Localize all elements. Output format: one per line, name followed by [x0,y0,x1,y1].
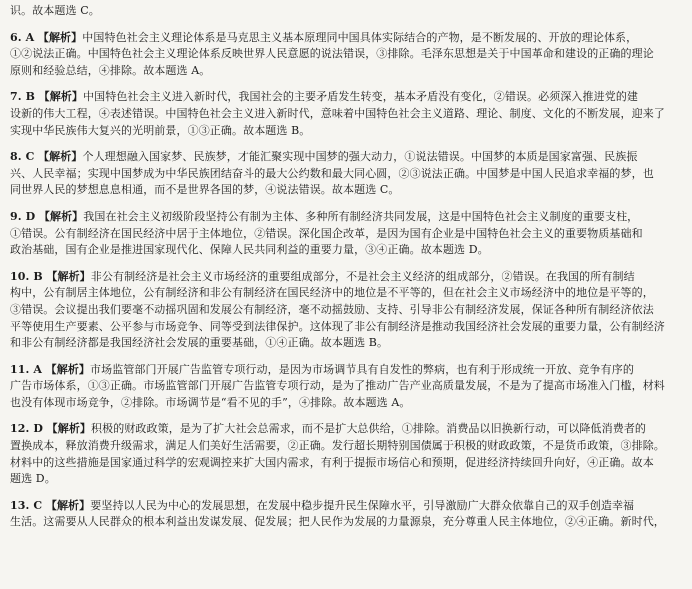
answer-line [10,455,682,472]
answer-line [10,362,682,379]
answer-block [10,149,682,199]
answer-text: 设新的伟大工程，④表述错误。中国特色社会主义进入新时代，意味着中国特色社会主义道路、理论、制度、文化的不断发展，迎来了 [10,106,665,120]
answer-block [10,498,682,531]
answer-line [10,421,682,438]
answer-text: 中国特色社会主义进入新时代，我国社会的主要矛盾发生转变，基本矛盾没有变化，②错误。必须深入推进党的建 [83,90,639,104]
answer-text: 市场监管部门开展广告监管专项行动，是因为市场调节具有自发性的弊病，也有利于形成统一开放、竞争有序的 [90,362,634,376]
analysis-tag: 【解析】 [46,269,91,283]
answer-text: 政治基础，国有企业是推进国家现代化、保障人民共同利益的重要力量，③④正确。故本题选 D。 [10,243,489,257]
answer-line [10,123,682,140]
answer-text: 兴、人民幸福；实现中国梦成为中华民族团结奋斗的最大公约数和最大同心圆，②③说法正确。中国梦是中国人民追求幸福的梦，也 [10,166,654,180]
question-number: 10. B [10,269,43,283]
answer-text: 原则和经验总结，④排除。故本题选 A。 [10,63,211,77]
answer-block [10,89,682,139]
answer-line [10,242,682,259]
answer-text: 题选 D。 [10,472,56,486]
answer-text: 积极的财政政策，是为了扩大社会总需求，而不是扩大总供给，①排除。消费品以旧换新行动，可以降低消费者的 [91,422,647,436]
answer-block [10,269,682,352]
answer-line [10,285,682,302]
question-number: 9. D [10,209,36,223]
answer-text: 个人理想融入国家梦、民族梦，才能汇聚实现中国梦的强大动力，①说法错误。中国梦的本质是国家富强、民族振 [82,150,638,164]
answer-line [10,438,682,455]
answer-text: ③错误。会议提出我们要毫不动摇巩固和发展公有制经济，毫不动摇鼓励、支持、引导非公有制经济发展，保证各种所有制经济依法 [10,302,654,316]
answer-text: 中国特色社会主义理论体系是马克思主义基本原理同中国具体实际结合的产物，是不断发展的、开放的理论体系， [82,30,638,44]
answer-block [10,30,682,80]
answer-line [10,395,682,412]
answer-line [10,46,682,63]
answer-line [10,498,682,515]
answer-line [10,63,682,80]
answer-list [10,30,682,531]
answer-line [10,209,682,226]
answer-block [10,362,682,412]
answer-block [10,421,682,487]
answer-line [10,335,682,352]
answer-line [10,269,682,286]
answer-line [10,302,682,319]
answer-line [10,30,682,47]
question-number: 12. D [10,422,44,436]
answer-text: ①②说法正确。中国特色社会主义理论体系反映世界人民意愿的说法错误，③排除。毛泽东思想是关于中国革命和建设的正确的理论 [10,47,654,61]
answer-text: 广告市场体系，①③正确。市场监管部门开展广告监管专项行动，是为了推动广告产业高质量发展，不是为了提高市场准入门槛，材料 [10,379,665,393]
answer-line [10,319,682,336]
answer-line [10,514,682,531]
answer-block [10,209,682,259]
analysis-tag: 【解析】 [45,498,91,512]
answer-line [10,182,682,199]
answer-line [10,149,682,166]
question-number: 6. A [10,30,35,44]
answer-line [10,226,682,243]
analysis-tag: 【解析】 [37,30,83,44]
analysis-tag: 【解析】 [38,209,84,223]
answer-text: 同世界人民的梦想息息相通，而不是世界各国的梦，④说法错误。故本题选 C。 [10,183,400,197]
answer-line [10,378,682,395]
answer-text: 构中，公有制居主体地位，公有制经济和非公有制经济在国民经济中的地位是不平等的，但在社会主义市场经济中的地位是平等的， [10,286,654,300]
top-fragment-line: 识。故本题选 C。 [10,4,100,17]
answer-text: 我国在社会主义初级阶段坚持公有制为主体、多种所有制经济共同发展，这是中国特色社会主义制度的重要支柱， [83,209,639,223]
question-number: 7. B [10,90,36,104]
analysis-tag: 【解析】 [38,90,84,104]
answer-line [10,89,682,106]
answer-text: 要坚持以人民为中心的发展思想，在发展中稳步提升民生保障水平，引导激励广大群众依靠自己的双手创造幸福 [90,498,635,512]
answer-text: 材料中的这些措施是国家通过科学的宏观调控来扩大国内需求，有利于提振市场信心和预期，促进经济持续回升向好，④正确。故本 [10,455,654,469]
answer-text: ①错误。公有制经济在国民经济中居于主体地位，②错误。深化国企改革，是因为国有企业是中国特色社会主义的重要物质基础和 [10,226,643,240]
question-number: 13. C [10,498,43,512]
question-number: 11. A [10,362,43,376]
answer-text: 生活。这需要从人民群众的根本利益出发谋发展、促发展；把人民作为发展的力量源泉，充分尊重人民主体地位，②④正确。新时代， [10,515,665,529]
question-number: 8. C [10,150,35,164]
analysis-tag: 【解析】 [46,422,92,436]
answer-line [10,106,682,123]
analysis-tag: 【解析】 [45,362,91,376]
answer-text: 实现中华民族伟大复兴的光明前景，①③正确。故本题选 B。 [10,123,311,137]
answer-text: 也没有体现市场竞争，②排除。市场调节是“看不见的手”，④排除。故本题选 A。 [10,395,411,409]
analysis-tag: 【解析】 [38,150,83,164]
answer-text: 置换成本，释放消费升级需求，满足人们美好生活需要，②正确。发行超长期特别国债属于积极的财政政策，不是货币政策，③排除。 [10,439,665,453]
answer-line [10,471,682,488]
answer-text: 和非公有制经济都是我国经济社会发展的重要基础，①④正确。故本题选 B。 [10,336,389,350]
answer-text: 平等使用生产要素、公平参与市场竞争、同等受到法律保护。这体现了非公有制经济是推动我国经济社会发展的重要力量，公有制经济 [10,319,665,333]
answer-text: 非公有制经济是社会主义市场经济的重要组成部分，不是社会主义经济的组成部分，②错误。在我国的所有制结 [90,269,635,283]
answer-line [10,166,682,183]
